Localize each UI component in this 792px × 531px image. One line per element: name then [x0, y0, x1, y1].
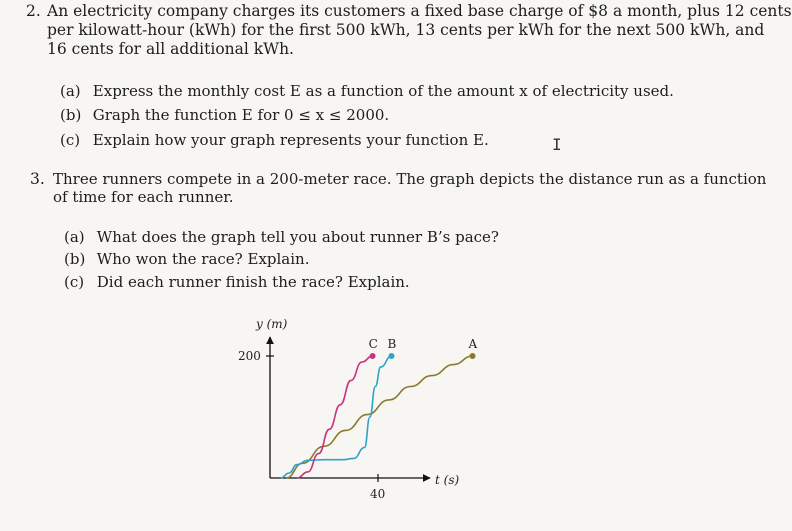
part-label: (b): [60, 106, 82, 124]
problem-3-line-2: of time for each runner.: [53, 188, 234, 206]
part-text: Graph the function E for 0 ≤ x ≤ 2000.: [92, 106, 390, 124]
problem-2-line-3: 16 cents for all additional kWh.: [47, 40, 294, 58]
text-cursor-icon: I: [552, 135, 562, 154]
runner-b-finish-dot: [389, 353, 395, 359]
part-label: (a): [60, 82, 81, 100]
x-tick-label-40: 40: [370, 487, 386, 501]
end-label-c: C: [368, 337, 378, 351]
problem-2-line-2: per kilowatt-hour (kWh) for the first 500 kWh, 13 cents per kWh for the next 500 kWh, and: [47, 21, 765, 39]
part-label: (a): [64, 228, 85, 246]
end-label-b: B: [387, 337, 397, 351]
part-text: Who won the race? Explain.: [96, 250, 310, 268]
part-label: (c): [64, 273, 85, 291]
problem-3-line-1: Three runners compete in a 200-meter race. The graph depicts the distance run as a function: [53, 170, 767, 188]
part-text: What does the graph tell you about runner B’s pace?: [96, 228, 499, 246]
runner-c-finish-dot: [370, 353, 376, 359]
part-text: Did each runner finish the race? Explain.: [96, 273, 410, 291]
problem-2-number: 2.: [26, 2, 41, 20]
problem-3-number: 3.: [30, 170, 45, 188]
end-label-a: A: [468, 337, 478, 351]
runner-b-curve: [281, 356, 392, 478]
part-text: Express the monthly cost E as a function of the amount x of electricity used.: [92, 82, 674, 100]
x-axis-label: t (s): [435, 473, 460, 487]
y-tick-label-200: 200: [238, 349, 261, 363]
part-label: (c): [60, 131, 81, 149]
part-label: (b): [64, 250, 86, 268]
runner-a-finish-dot: [470, 353, 476, 359]
y-axis-label: y (m): [256, 317, 288, 331]
part-text: Explain how your graph represents your function E.: [92, 131, 489, 149]
problem-2-line-1: An electricity company charges its customers a fixed base charge of $8 a month, plus 12 cents: [47, 2, 792, 20]
